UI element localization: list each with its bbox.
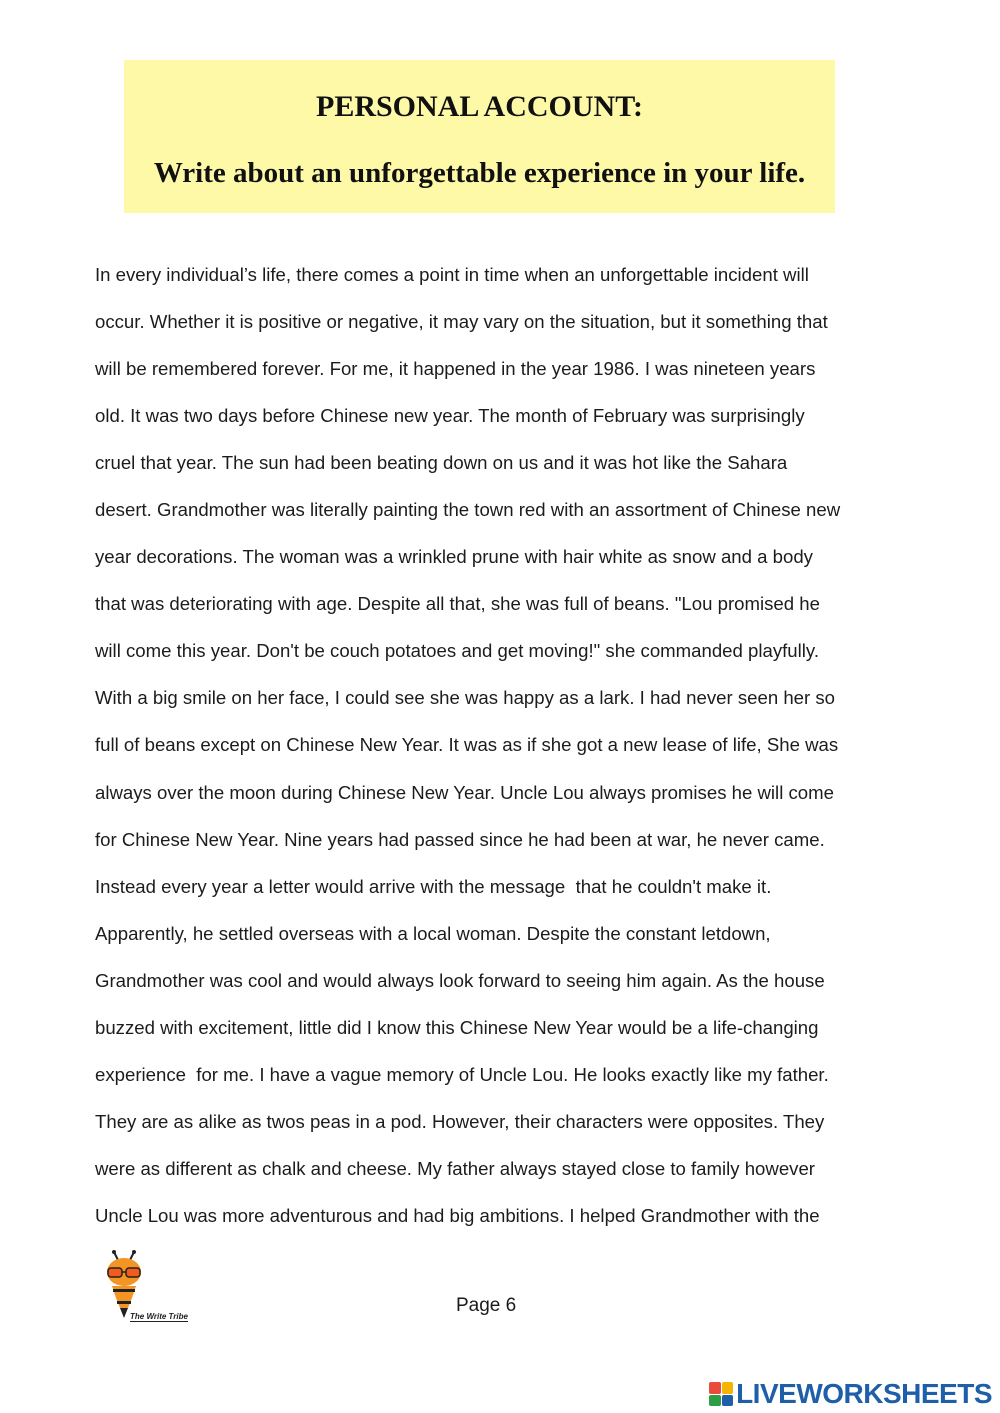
bee-logo bbox=[100, 1250, 210, 1330]
page-number: Page 6 bbox=[456, 1295, 517, 1316]
text-line: full of beans except on Chinese New Year. It was as if she got a new lease of life, She was bbox=[95, 734, 839, 756]
text-line: Uncle Lou was more adventurous and had big ambitions. I helped Grandmother with the bbox=[95, 1204, 820, 1226]
text-line: experience for me. I have a vague memory of Uncle Lou. He looks exactly like my father. bbox=[95, 1063, 829, 1085]
text-line: will come this year. Don't be couch potatoes and get moving!" she commanded playfully. bbox=[95, 640, 819, 662]
text-line: Grandmother was cool and would always look forward to seeing him again. As the house bbox=[95, 969, 825, 991]
liveworksheets-wordmark: LIVEWORKSHEETS bbox=[736, 1378, 992, 1409]
liveworksheets-logo-icon bbox=[709, 1382, 733, 1406]
text-line: for Chinese New Year. Nine years had passed since he had been at war, he never came. bbox=[95, 828, 825, 850]
text-line: They are as alike as twos peas in a pod. However, their characters were opposites. They bbox=[95, 1110, 825, 1132]
page-title: PERSONAL ACCOUNT: bbox=[316, 90, 643, 123]
text-line: year decorations. The woman was a wrinkled prune with hair white as snow and a body bbox=[95, 546, 813, 568]
page-subtitle: Write about an unforgettable experience in your life. bbox=[153, 157, 806, 189]
logo-caption: The Write Tribe bbox=[130, 1312, 188, 1321]
text-line: were as different as chalk and cheese. My father always stayed close to family however bbox=[95, 1157, 815, 1179]
text-line: desert. Grandmother was literally painting the town red with an assortment of Chinese new bbox=[95, 499, 841, 521]
text-line: Apparently, he settled overseas with a local woman. Despite the constant letdown, bbox=[95, 922, 771, 944]
text-line: that was deteriorating with age. Despite all that, she was full of beans. "Lou promised he bbox=[95, 593, 820, 615]
text-line: old. It was two days before Chinese new year. The month of February was surprisingly bbox=[95, 405, 805, 427]
text-line: occur. Whether it is positive or negative, it may vary on the situation, but it something that bbox=[95, 311, 828, 333]
text-line: In every individual’s life, there comes a point in time when an unforgettable incident will bbox=[95, 264, 809, 285]
text-line: With a big smile on her face, I could see she was happy as a lark. I had never seen her so bbox=[95, 687, 836, 709]
text-line: buzzed with excitement, little did I know this Chinese New Year would be a life-changing bbox=[95, 1016, 819, 1038]
title-box bbox=[124, 60, 835, 213]
liveworksheets-brand[interactable] bbox=[709, 1378, 992, 1410]
essay-body bbox=[95, 258, 915, 1246]
text-line: will be remembered forever. For me, it happened in the year 1986. I was nineteen years bbox=[95, 358, 816, 380]
text-line: Instead every year a letter would arrive with the message that he couldn't make it. bbox=[95, 875, 772, 897]
text-line: always over the moon during Chinese New Year. Uncle Lou always promises he will come bbox=[95, 781, 834, 803]
text-line: cruel that year. The sun had been beating down on us and it was hot like the Sahara bbox=[95, 452, 788, 474]
